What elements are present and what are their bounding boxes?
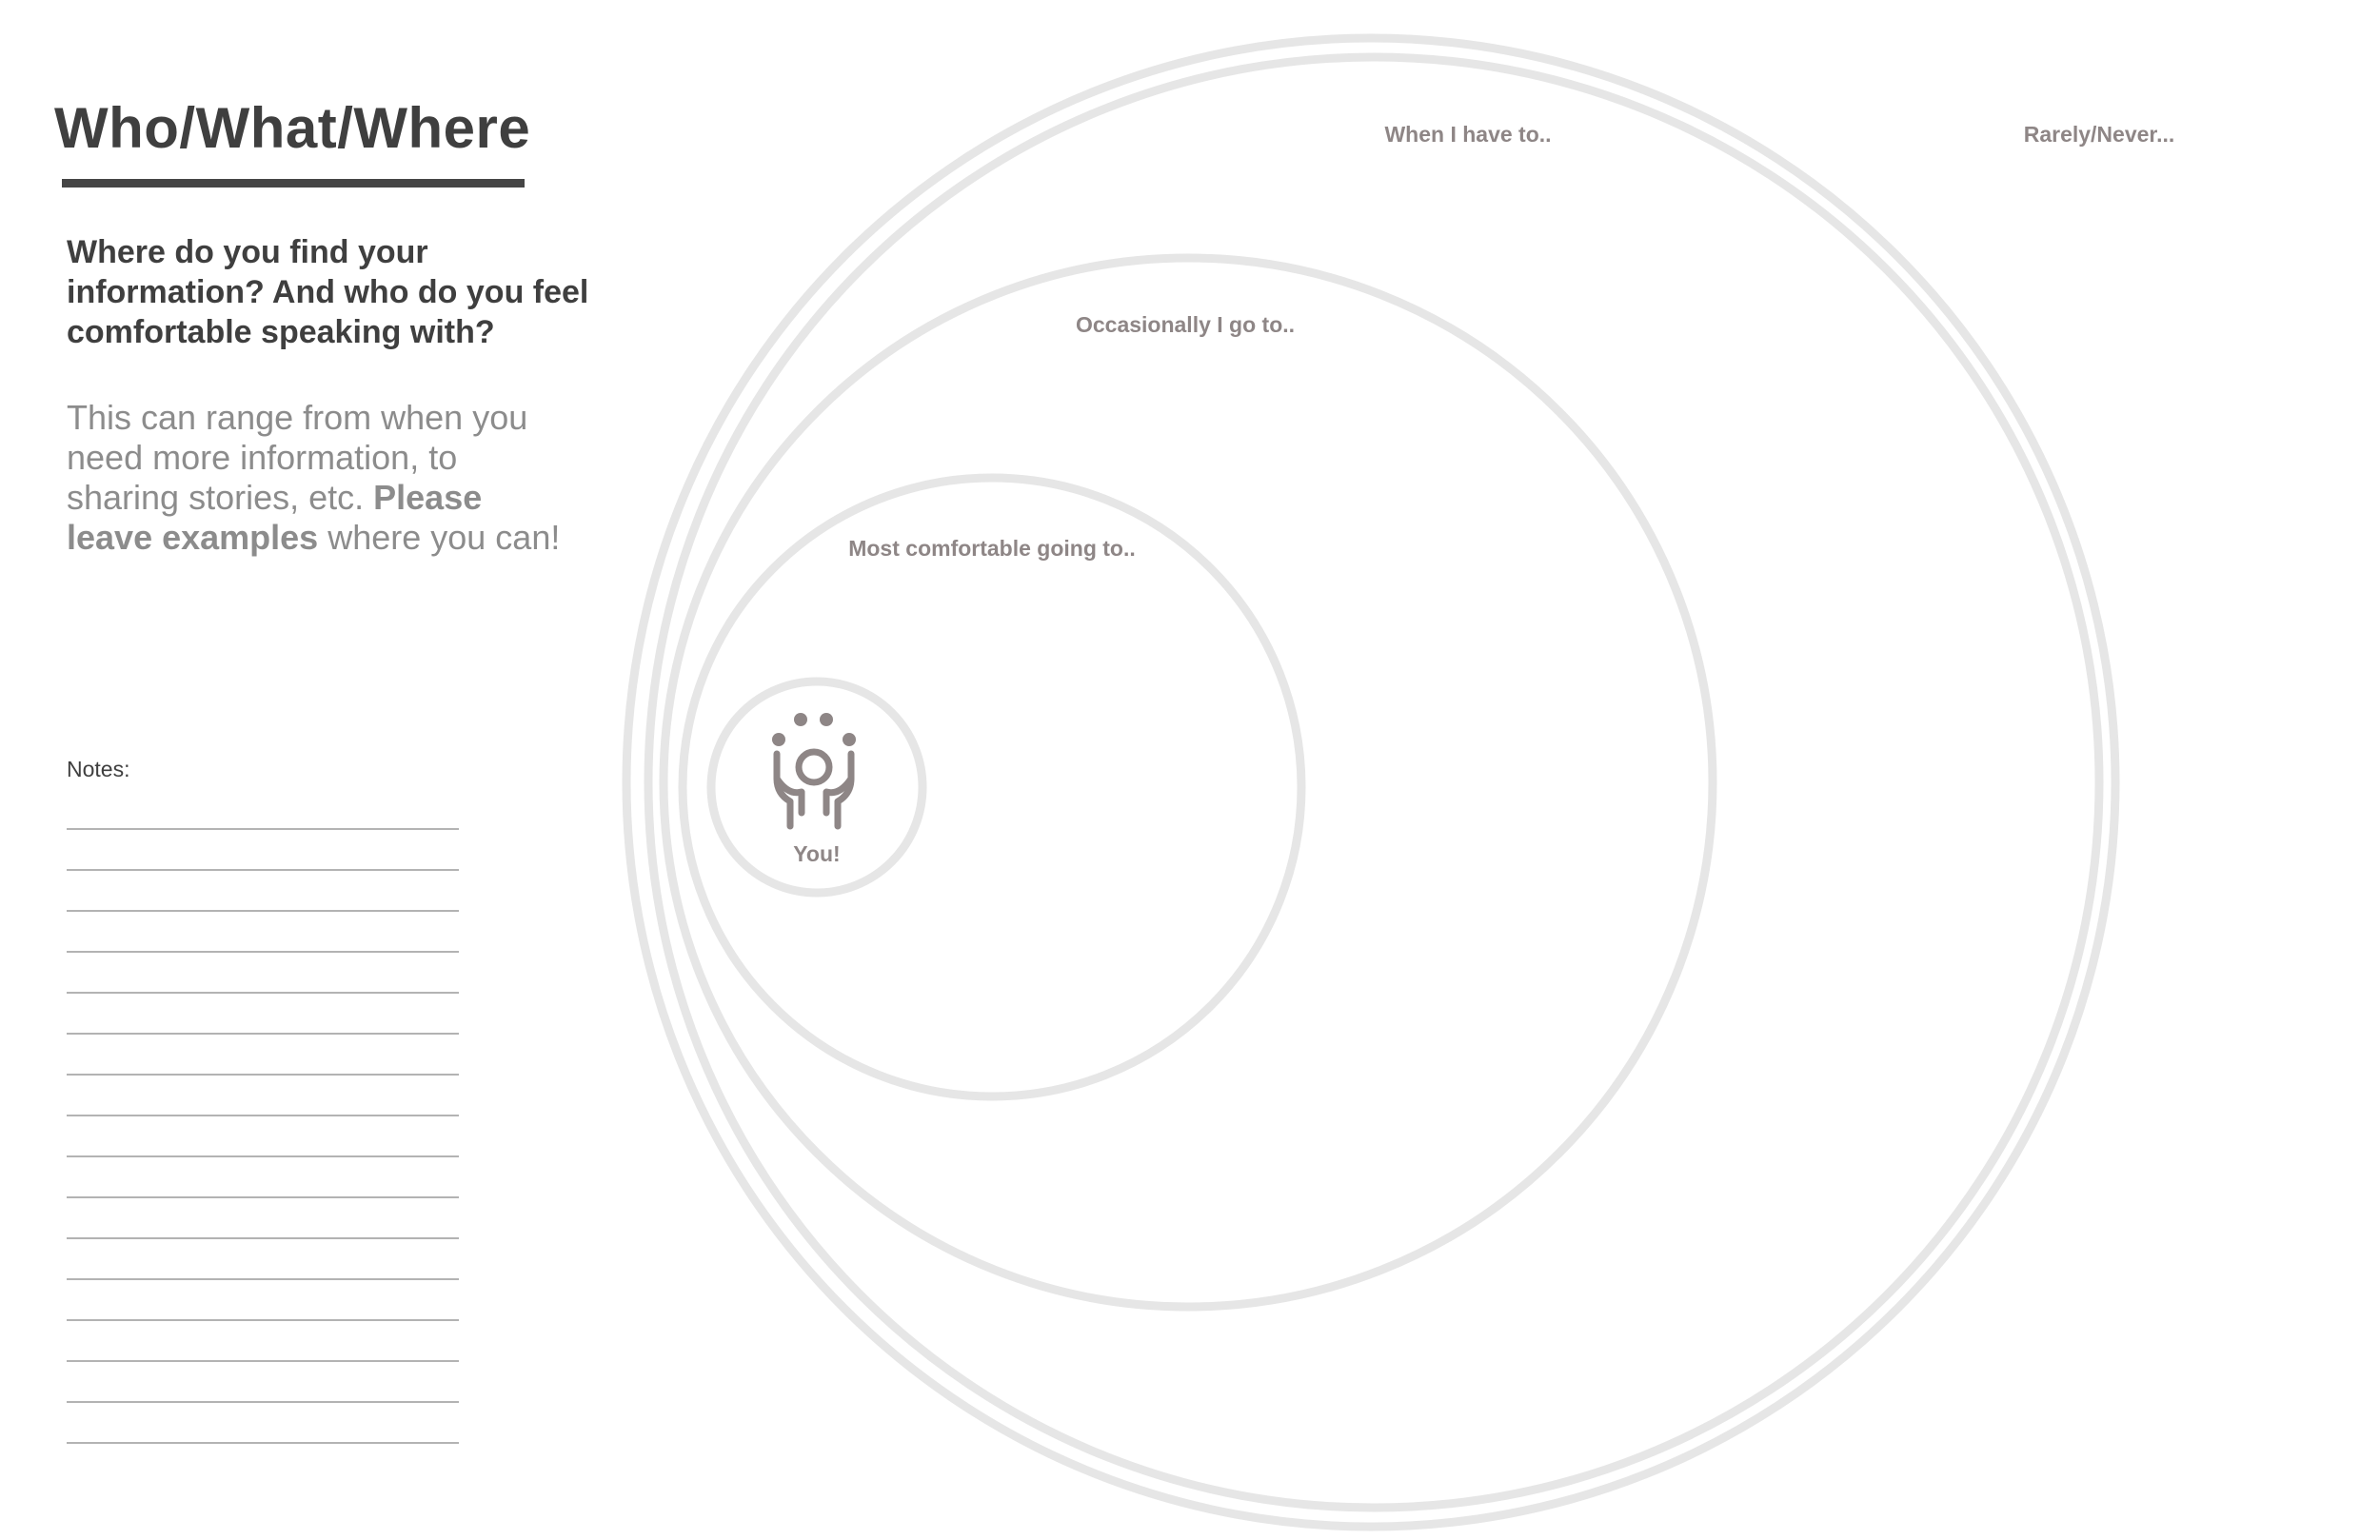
prompt-question: Where do you find your information? And who do you feel comfortable speaking with?: [67, 234, 589, 350]
notes-line[interactable]: [67, 1360, 459, 1401]
notes-line[interactable]: [67, 869, 459, 910]
notes-line[interactable]: [67, 1442, 459, 1483]
description-text-start: This can range from when you need more information, to sharing stories, etc.: [67, 398, 528, 517]
notes-line[interactable]: [67, 951, 459, 992]
notes-line[interactable]: [67, 1115, 459, 1155]
title-underline: [62, 179, 525, 188]
notes-line[interactable]: [67, 1033, 459, 1074]
notes-line[interactable]: [67, 1196, 459, 1237]
prompt-description: [67, 398, 562, 558]
description-text-end: where you can!: [318, 518, 561, 557]
notes-label: Notes:: [67, 757, 130, 781]
ring-label-most-comfortable: Most comfortable going to..: [848, 536, 1136, 561]
ring-label-rarely-never: Rarely/Never...: [2023, 122, 2175, 147]
notes-line[interactable]: [67, 1155, 459, 1196]
notes-line[interactable]: [67, 910, 459, 951]
notes-lines[interactable]: [67, 828, 459, 1483]
page-title: Who/What/Where: [54, 96, 531, 160]
ring-label-occasionally: Occasionally I go to..: [1075, 312, 1296, 337]
description-emphasis: Please leave examples: [67, 478, 483, 557]
notes-line[interactable]: [67, 1319, 459, 1360]
center-label-you: You!: [793, 841, 841, 866]
ring-when-i-have-to: [648, 57, 2099, 1508]
notes-line[interactable]: [67, 992, 459, 1033]
notes-line[interactable]: [67, 1278, 459, 1319]
notes-line[interactable]: [67, 828, 459, 869]
person-raised-hands-icon: [765, 708, 864, 832]
notes-line[interactable]: [67, 1401, 459, 1442]
notes-line[interactable]: [67, 1074, 459, 1115]
ring-label-when-i-have-to: When I have to..: [1384, 122, 1552, 147]
notes-line[interactable]: [67, 1237, 459, 1278]
